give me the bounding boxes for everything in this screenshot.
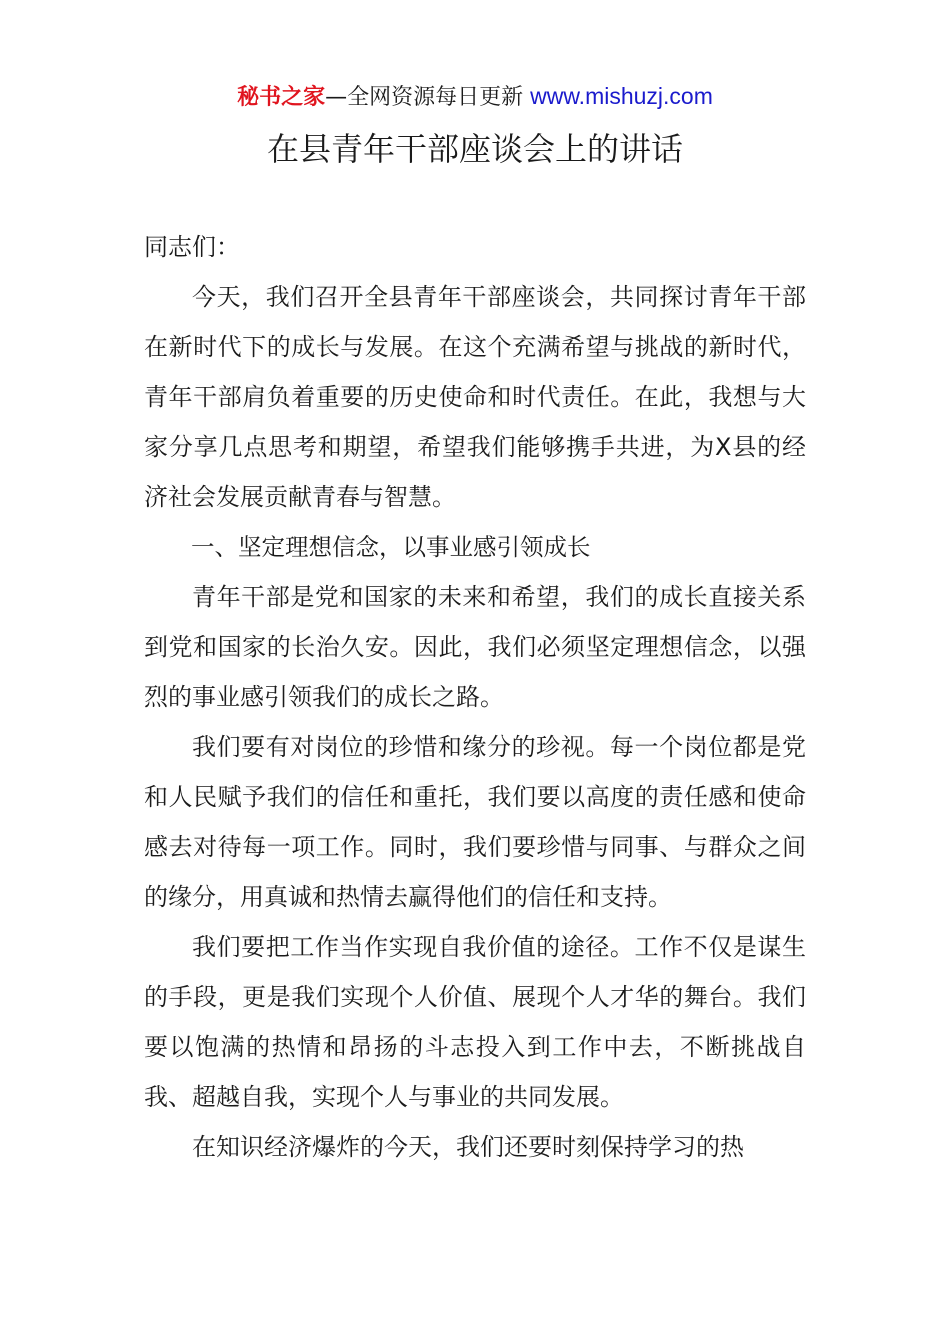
paragraph: 我们要有对岗位的珍惜和缘分的珍视。每一个岗位都是党和人民赋予我们的信任和重托，我们要以高度的责任感和使命感去对待每一项工作。同时，我们要珍惜与同事、与群众之间的缘分，用真诚和热情去赢得他们的信任和支持。 bbox=[144, 733, 806, 911]
paragraph: 今天，我们召开全县青年干部座谈会，共同探讨青年干部在新时代下的成长与发展。在这个充满希望与挑战的新时代，青年干部肩负着重要的历史使命和时代责任。在此，我想与大家分享几点思考和期望，希望我们能够携手共进，为X县的经济社会发展贡献青春与智慧。 bbox=[144, 283, 806, 511]
site-header bbox=[0, 80, 950, 114]
document-title: 在县青年干部座谈会上的讲话 bbox=[266, 130, 683, 168]
site-url-link[interactable]: www.mishuzj.com bbox=[530, 83, 713, 109]
header-tagline: —全网资源每日更新 bbox=[325, 85, 524, 110]
paragraph: 在知识经济爆炸的今天，我们还要时刻保持学习的热 bbox=[192, 1133, 744, 1161]
paragraph: 我们要把工作当作实现自我价值的途径。工作不仅是谋生的手段，更是我们实现个人价值、展现个人才华的舞台。我们要以饱满的热情和昂扬的斗志投入到工作中去，不断挑战自我、超越自我，实现个人与事业的共同发展。 bbox=[144, 933, 806, 1111]
salutation: 同志们： bbox=[144, 233, 240, 261]
document-body bbox=[144, 222, 806, 1172]
brand-name: 秘书之家 bbox=[237, 85, 326, 110]
section-heading: 一、坚定理想信念，以事业感引领成长 bbox=[191, 533, 591, 561]
paragraph: 青年干部是党和国家的未来和希望，我们的成长直接关系到党和国家的长治久安。因此，我们必须坚定理想信念，以强烈的事业感引领我们的成长之路。 bbox=[144, 583, 806, 711]
